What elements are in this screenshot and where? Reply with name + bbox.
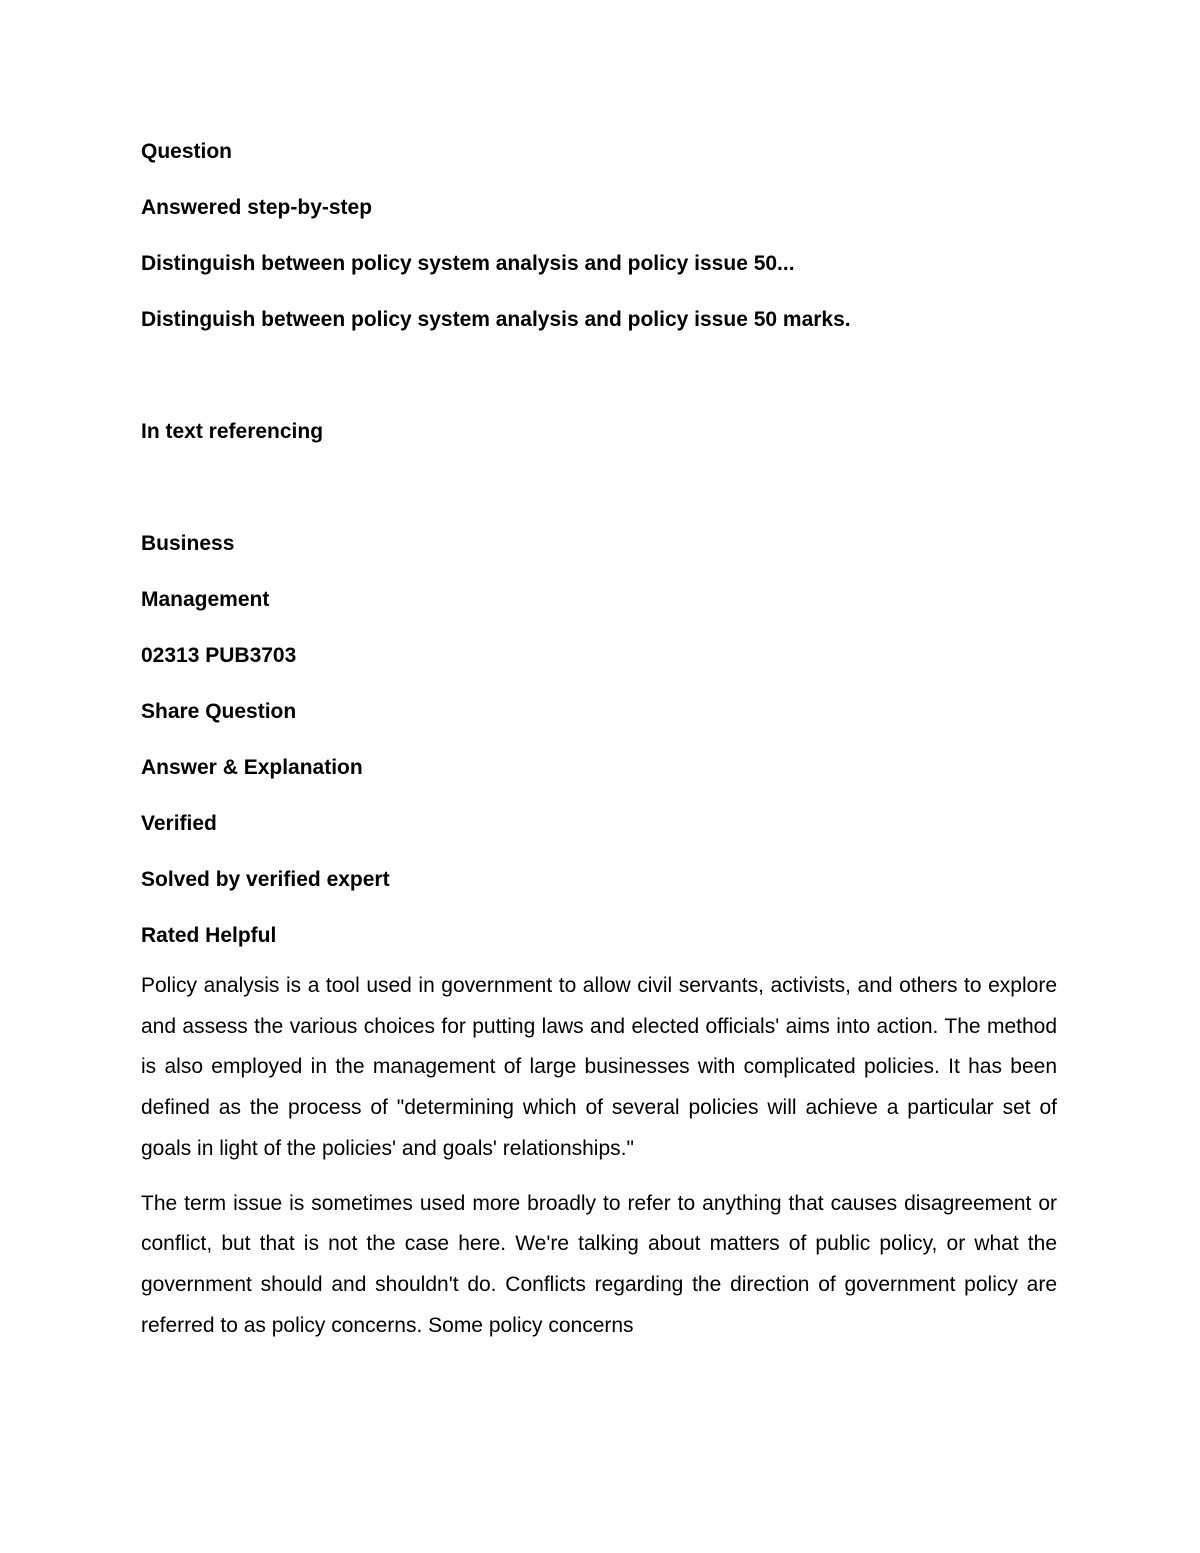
solved-by-label: Solved by verified expert xyxy=(141,868,390,891)
document-page xyxy=(141,138,1057,1360)
question-title-truncated: Distinguish between policy system analysis and policy issue 50... xyxy=(141,252,795,275)
answer-explanation-heading: Answer & Explanation xyxy=(141,756,363,779)
question-title-full: Distinguish between policy system analysis and policy issue 50 marks. xyxy=(141,308,851,331)
answer-paragraph-2: The term issue is sometimes used more broadly to refer to anything that causes disagreement or conflict, but that is not the case here. We're talking about matters of public policy, or what the government should and shouldn't do. Conflicts regarding the direction of government policy are referred to as policy concerns. Some policy concerns xyxy=(141,1191,1057,1337)
course-code: 02313 PUB3703 xyxy=(141,644,297,667)
answered-status: Answered step-by-step xyxy=(141,196,373,219)
answer-paragraph-1: Policy analysis is a tool used in government to allow civil servants, activists, and others to explore and assess the various choices for putting laws and elected officials' aims into action. The method is also employed in the management of large businesses with complicated policies. It has been defined as the process of "determining which of several policies will achieve a particular set of goals in light of the policies' and goals' relationships." xyxy=(141,974,1057,1160)
in-text-referencing: In text referencing xyxy=(141,420,324,443)
question-heading: Question xyxy=(141,140,233,163)
rated-helpful-label: Rated Helpful xyxy=(141,924,277,947)
share-question: Share Question xyxy=(141,700,297,723)
topic-label: Management xyxy=(141,588,270,611)
subject-label: Business xyxy=(141,532,235,555)
verified-badge: Verified xyxy=(141,812,217,835)
